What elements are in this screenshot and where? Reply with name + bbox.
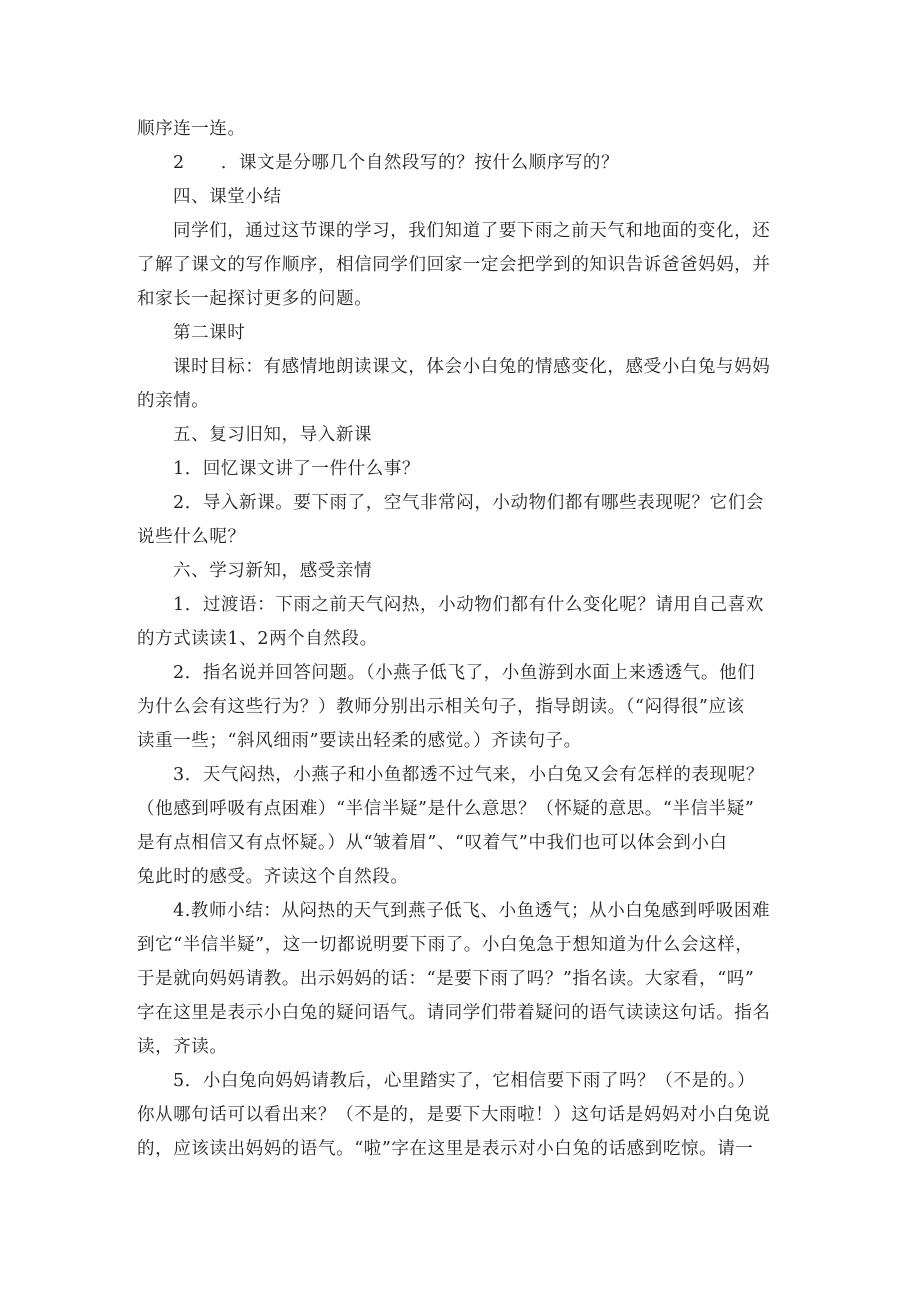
text-line: 说些什么呢？ <box>137 527 246 547</box>
text-line: 到它“半信半疑”，这一切都说明要下雨了。小白兔急于想知道为什么会这样， <box>137 935 754 955</box>
text-line: 读重一些；“斜风细雨”要读出轻柔的感觉。）齐读句子。 <box>137 731 582 751</box>
text-line: 和家长一起探讨更多的问题。 <box>137 289 373 309</box>
text-line: 第二课时 <box>173 323 246 343</box>
text-line: 四、课堂小结 <box>173 187 282 207</box>
text-line: 了解了课文的写作顺序，相信同学们回家一定会把学到的知识告诉爸爸妈妈，并 <box>137 255 771 275</box>
text-line: 课时目标：有感情地朗读课文，体会小白兔的情感变化，感受小白兔与妈妈 <box>173 357 771 377</box>
text-line: 5．小白兔向妈妈请教后，心里踏实了，它相信要下雨了吗？（不是的。） <box>173 1071 756 1091</box>
text-line: 3．天气闷热，小燕子和小鱼都透不过气来，小白兔又会有怎样的表现呢？ <box>173 765 764 785</box>
text-line: 的，应该读出妈妈的语气。“啦”字在这里是表示对小白兔的话感到吃惊。请一 <box>137 1139 754 1159</box>
text-line: 读，齐读。 <box>137 1037 228 1057</box>
text-line: 4.教师小结：从闷热的天气到燕子低飞、小鱼透气；从小白兔感到呼吸困难 <box>173 901 771 921</box>
text-line: 六、学习新知，感受亲情 <box>173 561 373 581</box>
text-line: 兔此时的感受。齐读这个自然段。 <box>137 867 409 887</box>
text-line: 的方式读读1、2两个自然段。 <box>137 629 378 649</box>
text-line: 为什么会有这些行为？）教师分别出示相关句子，指导朗读。（“闷得很”应该 <box>137 697 745 717</box>
text-line: 2．导入新课。要下雨了，空气非常闷，小动物们都有哪些表现呢？它们会 <box>173 493 764 513</box>
text-line: 同学们，通过这节课的学习，我们知道了要下雨之前天气和地面的变化，还 <box>173 221 771 241</box>
text-line: 2．指名说并回答问题。（小燕子低飞了，小鱼游到水面上来透透气。他们 <box>173 663 756 683</box>
text-line: 你从哪句话可以看出来？（不是的，是要下大雨啦！）这句话是妈妈对小白兔说 <box>137 1105 771 1125</box>
text-line: 1．回忆课文讲了一件什么事？ <box>173 459 421 479</box>
text-line: 字在这里是表示小白兔的疑问语气。请同学们带着疑问的语气读读这句话。指名 <box>137 1003 771 1023</box>
document-page <box>137 112 793 1166</box>
text-line: 五、复习旧知，导入新课 <box>173 425 373 445</box>
text-line: （他感到呼吸有点困难）“半信半疑”是什么意思？（怀疑的意思。“半信半疑” <box>137 799 755 819</box>
text-line: 于是就向妈妈请教。出示妈妈的话：“是要下雨了吗？”指名读。大家看，“吗” <box>137 969 755 989</box>
text-line: 2 ．课文是分哪几个自然段写的？按什么顺序写的？ <box>173 153 620 173</box>
text-line: 顺序连一连。 <box>137 119 246 139</box>
text-line: 是有点相信又有点怀疑。）从“皱着眉”、“叹着气”中我们也可以体会到小白 <box>137 833 728 853</box>
text-line: 的亲情。 <box>137 391 210 411</box>
text-line: 1．过渡语：下雨之前天气闷热，小动物们都有什么变化呢？请用自己喜欢 <box>173 595 764 615</box>
